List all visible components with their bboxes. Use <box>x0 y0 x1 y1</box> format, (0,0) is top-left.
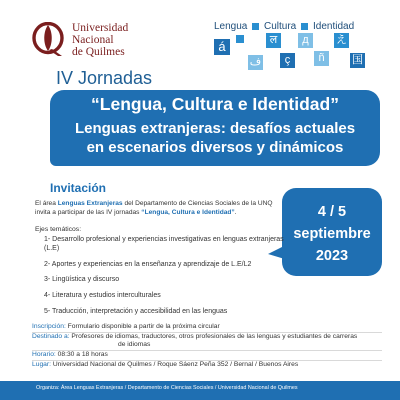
inscripcion-value: Formulario disponible a partir de la próxima circular <box>65 323 220 330</box>
event-title: “Lengua, Cultura e Identidad” <box>91 94 339 114</box>
lugar-label: Lugar: <box>32 360 51 368</box>
lugar-value: Universidad Nacional de Quilmes / Roque Sáenz Peña 352 / Bernal / Buenos Aires <box>50 360 299 368</box>
destinado-label: Destinado a: <box>32 332 70 340</box>
ejes-title: Ejes temáticos: <box>35 226 82 233</box>
square-bullet-icon <box>301 23 308 30</box>
title-banner <box>50 90 380 166</box>
glyph-tile: ç <box>280 53 295 68</box>
glyph-tile-small <box>236 35 244 43</box>
graphic-word-lengua: Lengua <box>214 21 248 32</box>
lugar-row <box>32 361 382 370</box>
logo-line-1: Universidad <box>72 22 129 34</box>
inscripcion-row <box>32 323 382 332</box>
list-item: 4- Literatura y estudios interculturales <box>44 292 161 300</box>
event-year: 2023 <box>315 248 349 264</box>
inscripcion-label: Inscripción: <box>32 323 66 330</box>
horario-value: 08:30 a 18 horas <box>55 351 108 359</box>
footer-bar <box>0 381 400 400</box>
event-days: 4 / 5 <box>317 204 347 220</box>
graphic-word-identidad: Identidad <box>313 21 355 32</box>
list-item: 1- Desarrollo profesional y experiencias investigativas en lenguas extranjeras (L.E) <box>44 236 284 252</box>
invitation-text <box>35 199 285 217</box>
logo-line-3: de Quilmes <box>72 46 125 58</box>
event-details <box>32 323 382 370</box>
invitation-text-mid: del Departamento de Ciencias Sociales de la UNQ invita a participar de las IV jornadas <box>35 200 273 216</box>
destinado-value: Profesores de idiomas, traductores, otros profesionales de las lenguas y estudiantes de carreras <box>69 332 358 340</box>
glyph-tile: 国 <box>352 54 363 66</box>
graphic-word-cultura: Cultura <box>264 21 297 32</box>
footer-organizers: Organiza: Área Lenguas Extranjeras / Departamento de Ciencias Sociales / Universidad Nacional de Quilmes <box>36 385 298 391</box>
event-subtitle-line-1: Lenguas extranjeras: desafíos actuales <box>74 120 356 137</box>
list-item: 5- Traducción, interpretación y accesibilidad en las lenguas <box>44 307 228 315</box>
event-date-box <box>282 188 382 276</box>
event-subtitle-line-2: en escenarios diversos y dinámicos <box>86 139 344 156</box>
invitation-heading: Invitación <box>50 181 107 195</box>
invitation-text-end: . <box>234 209 237 216</box>
glyph-tile: ñ <box>314 51 329 66</box>
glyph-tile: á <box>214 39 230 55</box>
glyph-tile: д <box>298 33 313 48</box>
event-edition: IV Jornadas <box>56 68 153 88</box>
list-item: 2- Aportes y experiencias en la enseñanza y aprendizaje de L.E/L2 <box>44 260 252 268</box>
invitation-area: Lenguas Extranjeras <box>57 200 123 207</box>
destinado-row-continued: de idiomas <box>118 341 151 349</box>
glyph-tile: え <box>336 34 347 46</box>
glyph-tile: ल <box>266 33 281 48</box>
ejes-list <box>44 236 289 324</box>
invitation-jornadas-name: “Lengua, Cultura e Identidad” <box>141 209 235 216</box>
logo-wordmark <box>72 22 128 58</box>
invitation-text-pre: El área <box>35 200 58 207</box>
list-item: 3- Lingüística y discurso <box>44 276 120 284</box>
unq-logo-mark-icon <box>32 22 65 57</box>
horario-label: Horario: <box>32 351 56 359</box>
glyph-tile: ف <box>249 56 262 68</box>
event-month: septiembre <box>293 226 371 242</box>
lengua-cultura-identidad-graphic <box>214 21 374 76</box>
horario-row <box>32 351 382 360</box>
logo-line-2: Nacional <box>72 34 114 46</box>
destinado-row <box>32 333 382 342</box>
square-bullet-icon <box>252 23 259 30</box>
